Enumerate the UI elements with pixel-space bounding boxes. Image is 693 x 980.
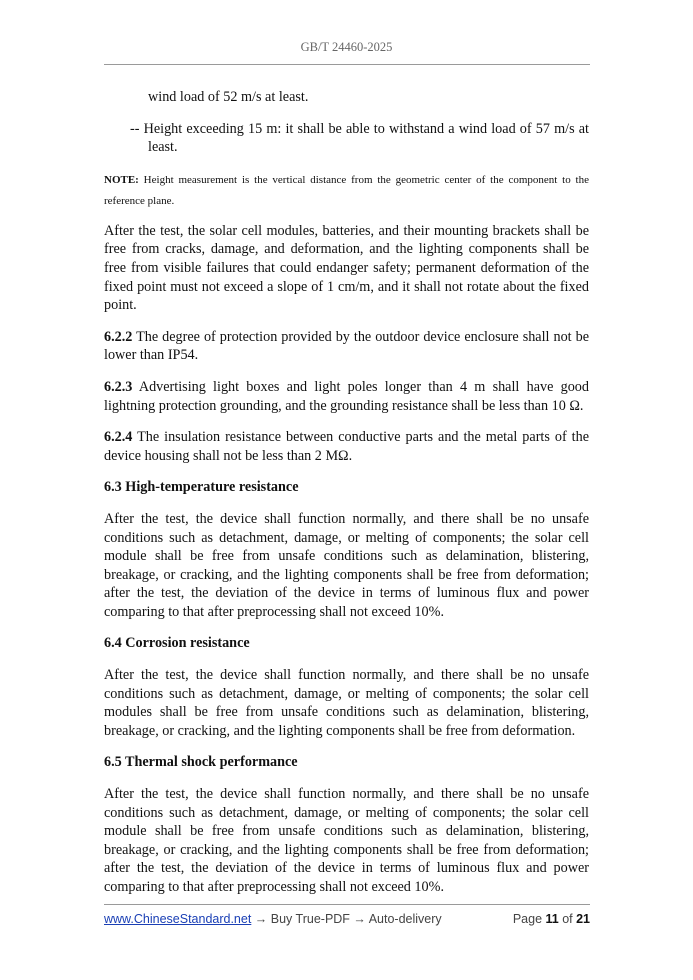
list-item-height-15m: -- Height exceeding 15 m: it shall be able to withstand a wind load of 57 m/s at least. (130, 120, 589, 156)
page-header: GB/T 24460-2025 (300, 40, 393, 54)
paragraph-6-3: After the test, the device shall function normally, and there shall be no unsafe conditions such as detachment, damage, or melting of components; the solar cell module shall be free from unsafe conditions such as delamination, blistering, breakage, or cracking, and the lighting components shall be free from deformation; after the test, the deviation of the device in terms of luminous flux and power comparing to that after preprocessing shall not exceed 10%. (104, 510, 589, 620)
clause-text: The degree of protection provided by the outdoor device enclosure shall not be lower than IP54. (104, 328, 589, 364)
page-current: 11 (545, 912, 559, 926)
section-heading-6-5: 6.5 Thermal shock performance (104, 754, 298, 771)
page-of-label: of (558, 912, 577, 926)
clause-number: 6.2.4 (104, 429, 133, 446)
page-body (104, 88, 589, 910)
paragraph-6-4: After the test, the device shall function normally, and there shall be no unsafe conditions such as detachment, damage, or melting of components; the solar cell modules shall be free from unsafe conditions such as delamination, blistering, breakage, or cracking, and the lighting components shall be free from deformation. (104, 667, 589, 739)
page-total: 21 (576, 912, 590, 926)
page-label: Page (512, 912, 546, 926)
clause-number: 6.2.3 (104, 378, 133, 395)
footer-promo (104, 912, 442, 926)
note-paragraph (104, 170, 589, 212)
paragraph-after-test: After the test, the solar cell modules, batteries, and their mounting brackets shall be free from cracks, damage, and deformation, and the lighting components shall be free from visible failures that could endanger safety; permanent deformation of the fixed point must not exceed a slope of 1 cm/m, and it shall not rotate about the fixed point. (104, 222, 589, 314)
page-number (513, 912, 590, 926)
note-text: Height measurement is the vertical distance from the geometric center of the component to the reference plane. (104, 173, 589, 207)
clause-6-2-2 (104, 328, 589, 365)
section-heading-6-4: 6.4 Corrosion resistance (104, 635, 250, 652)
clause-6-2-3 (104, 378, 589, 415)
paragraph-6-5: After the test, the device shall function normally, and there shall be no unsafe conditions such as detachment, damage, or melting of components; the solar cell module shall be free from unsafe conditions such as delamination, blistering, breakage, or cracking, and the lighting components shall be free from deformation; after the test, the deviation of the device in terms of luminous flux and power comparing to that after preprocessing shall not exceed 10%. (104, 786, 589, 895)
footer-divider (104, 904, 590, 905)
clause-text: The insulation resistance between conductive parts and the metal parts of the device housing shall not be less than 2 MΩ. (104, 429, 589, 464)
clause-number: 6.2.2 (104, 328, 133, 345)
note-label: NOTE: (104, 173, 139, 186)
continued-text: wind load of 52 m/s at least. (148, 89, 309, 105)
section-heading-6-3: 6.3 High-temperature resistance (104, 479, 299, 496)
website-link[interactable]: www.ChineseStandard.net (104, 912, 252, 926)
promo-text: → Buy True-PDF → Auto-delivery (251, 912, 442, 926)
header-divider (104, 64, 590, 65)
clause-text: Advertising light boxes and light poles longer than 4 m shall have good lightning protection grounding, and the grounding resistance shall be less than 10 Ω. (104, 378, 589, 414)
clause-6-2-4 (104, 428, 589, 465)
